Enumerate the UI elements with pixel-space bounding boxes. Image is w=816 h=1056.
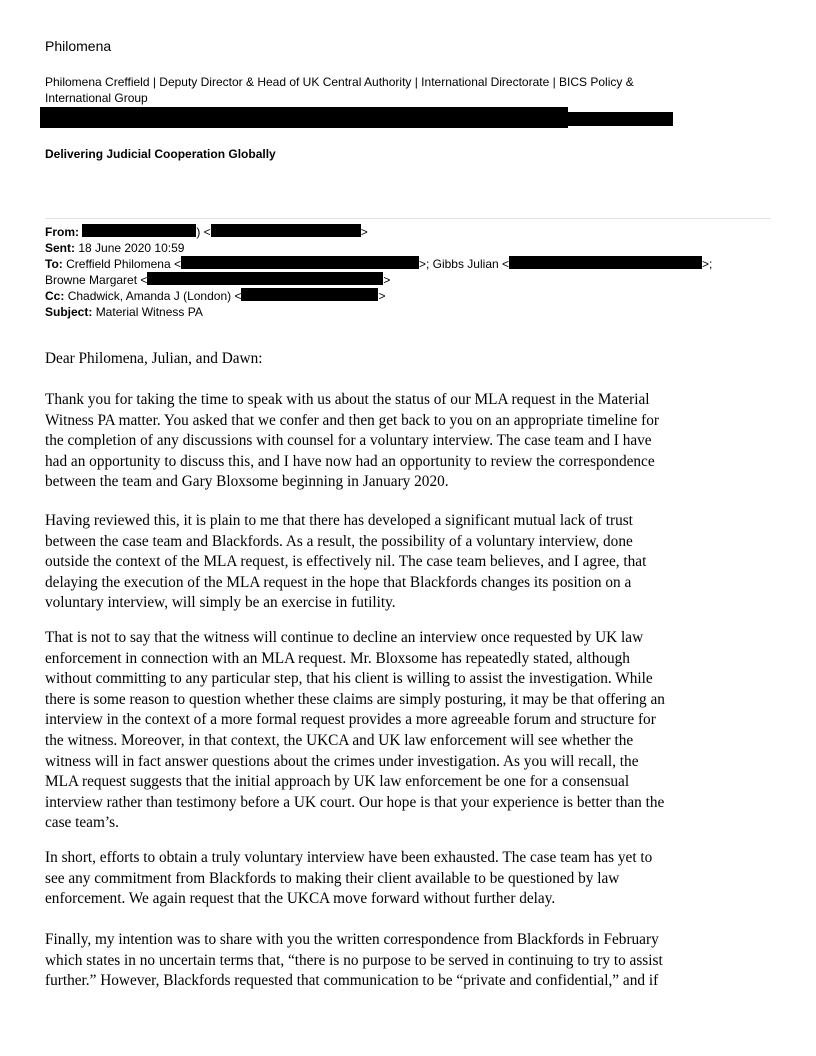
body-line: which states in no uncertain terms that, “there is no purpose to be served in continuing to try to assist: [45, 951, 663, 969]
body-line: interview rather than testimony before a UK court. Our hope is that your experience is better than the: [45, 793, 665, 811]
body-line: interview in the context of a more formal request provides a more agreeable forum and structure for: [45, 711, 656, 729]
body-line: see any commitment from Blackfords to making their client available to be questioned by law: [45, 869, 620, 887]
to-end: >;: [702, 257, 713, 271]
body-paragraph-5: [45, 930, 775, 992]
to-recipient-3: Browne Margaret <: [45, 273, 148, 287]
sent-value: 18 June 2020 10:59: [78, 241, 185, 255]
to-recipient-1: Creffield Philomena <: [66, 257, 181, 271]
to-separator: >; Gibbs Julian <: [418, 257, 510, 271]
signature-title-line: Philomena Creffield | Deputy Director & Head of UK Central Authority | International Directorate | BICS Policy &: [45, 75, 634, 89]
body-line: outside the context of the MLA request, is effectively nil. The case team believes, and I agree, that: [45, 553, 647, 571]
redaction-bar: [147, 272, 383, 285]
email-header: [45, 224, 712, 320]
cc-row: [45, 288, 712, 304]
subject-value: Material Witness PA: [95, 305, 203, 319]
redaction-bar: [566, 112, 673, 126]
subject-row: [45, 304, 712, 320]
body-paragraph-2: [45, 511, 775, 614]
to-row-continued: [45, 272, 712, 288]
body-line: That is not to say that the witness will continue to decline an interview once requested by UK law: [45, 629, 644, 646]
to-row: [45, 256, 712, 272]
body-line: the completion of any discussions with counsel for a voluntary interview. The case team and I have: [45, 432, 652, 450]
body-line: MLA request suggests that the initial approach by UK law enforcement be one for a consensual: [45, 773, 630, 791]
body-line: witness will in fact answer questions about the crimes under investigation. As you will recall, the: [45, 752, 639, 770]
header-divider: [45, 218, 771, 219]
body-line: In short, efforts to obtain a truly voluntary interview have been exhausted. The case team has yet to: [45, 849, 653, 866]
body-line: case team’s.: [45, 814, 119, 832]
redaction-bar: [40, 107, 568, 128]
body-line: between the team and Gary Bloxsome beginning in January 2020.: [45, 473, 449, 491]
sent-label: Sent:: [45, 241, 75, 255]
body-line: Finally, my intention was to share with you the written correspondence from Blackfords in February: [45, 931, 659, 948]
from-row: [45, 224, 712, 240]
body-line: enforcement. We again request that the UKCA move forward without further delay.: [45, 890, 556, 908]
body-line: delaying the execution of the MLA request in the hope that Blackfords changes its position on a: [45, 573, 632, 591]
body-line: Witness PA matter. You asked that we confer and then get back to you on an appropriate timeline for: [45, 411, 659, 429]
body-paragraph-3: [45, 628, 775, 834]
body-paragraph-4: [45, 848, 775, 910]
body-line: between the case team and Blackfords. As a result, the possibility of a voluntary interview, done: [45, 532, 633, 550]
from-end: >: [360, 225, 368, 239]
from-mid: ) <: [196, 225, 211, 239]
body-line: without committing to any particular step, that his client is willing to assist the investigation. While: [45, 670, 653, 688]
redaction-bar: [509, 256, 702, 269]
body-line: the witness. Moreover, in that context, the UKCA and UK law enforcement will see whether the: [45, 731, 634, 749]
from-label: From:: [45, 225, 79, 239]
body-line: further.” However, Blackfords requested that communication to be “private and confidential,” and if: [45, 972, 659, 990]
redaction-bar: [82, 224, 196, 237]
body-line: Having reviewed this, it is plain to me that there has developed a significant mutual lack of trust: [45, 512, 633, 529]
signature-tagline: Delivering Judicial Cooperation Globally: [45, 147, 276, 161]
cc-label: Cc:: [45, 289, 65, 303]
signature-title: [45, 74, 785, 106]
to-end: >: [383, 273, 391, 287]
redaction-bar: [211, 224, 361, 237]
cc-recipient: Chadwick, Amanda J (London) <: [67, 289, 242, 303]
to-label: To:: [45, 257, 63, 271]
signature-first-name: Philomena: [45, 38, 112, 54]
body-line: Thank you for taking the time to speak with us about the status of our MLA request in the Material: [45, 391, 650, 408]
signature-title-line: International Group: [45, 91, 148, 105]
salutation: Dear Philomena, Julian, and Dawn:: [45, 350, 263, 367]
body-line: enforcement in connection with an MLA request. Mr. Bloxsome has repeatedly stated, although: [45, 649, 630, 667]
body-line: had an opportunity to discuss this, and I have now had an opportunity to review the correspondence: [45, 452, 655, 470]
body-line: there is some reason to question whether these claims are simply posturing, it may be that offering an: [45, 690, 665, 708]
body-paragraph-1: [45, 390, 775, 493]
redaction-bar: [181, 256, 419, 269]
sent-row: [45, 240, 712, 256]
cc-end: >: [378, 289, 386, 303]
redaction-bar: [241, 288, 378, 301]
body-line: voluntary interview, will simply be an exercise in futility.: [45, 594, 396, 612]
subject-label: Subject:: [45, 305, 93, 319]
